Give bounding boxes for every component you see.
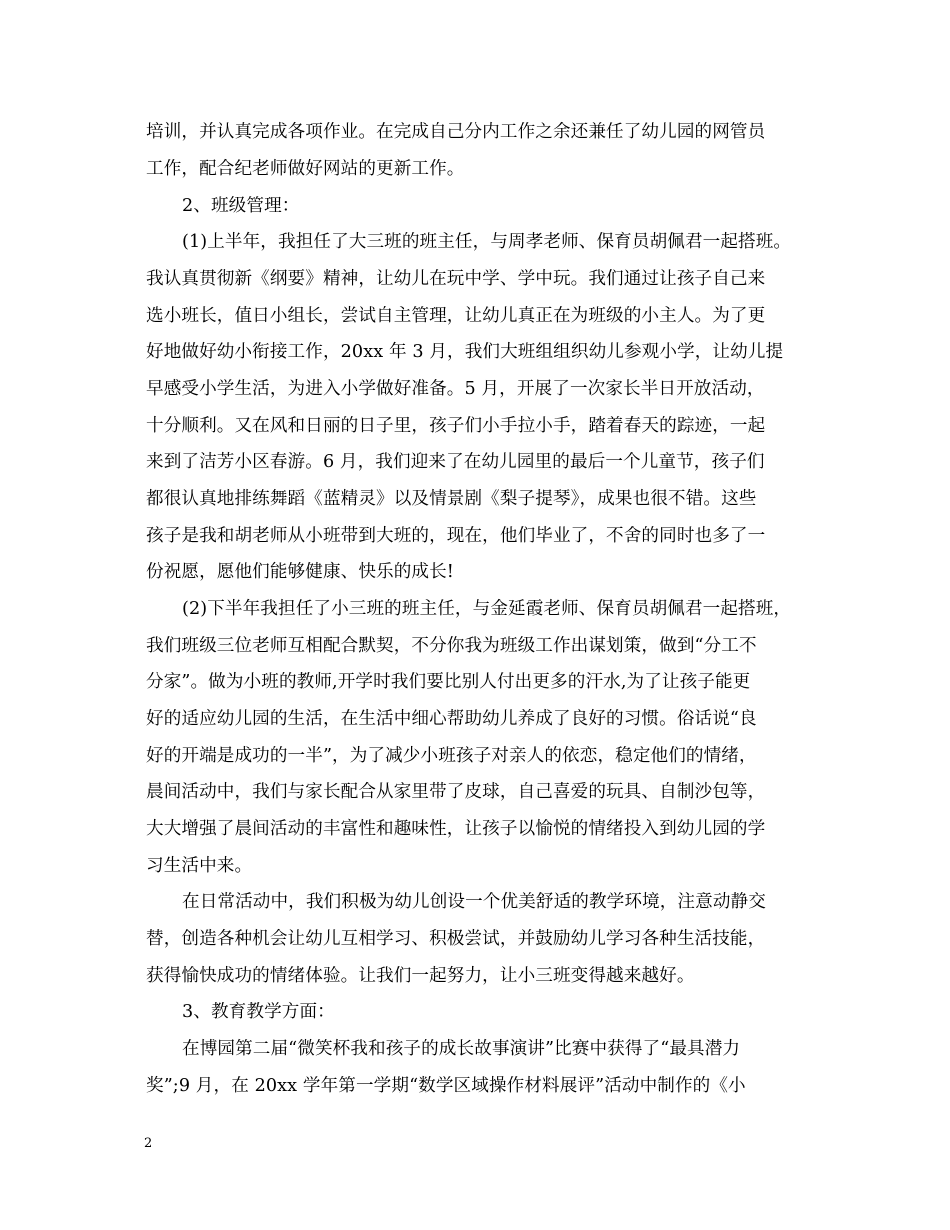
text-line: 孩子是我和胡老师从小班带到大班的，现在，他们毕业了，不舍的同时也多了一 bbox=[146, 526, 766, 546]
text-line: 十分顺利。又在风和日丽的日子里，孩子们小手拉小手，踏着春天的踪迹，一起 bbox=[146, 416, 766, 436]
text-line: 晨间活动中，我们与家长配合从家里带了皮球，自己喜爱的玩具、自制沙包等， bbox=[146, 782, 766, 802]
text-line: 在博园第二届“微笑杯我和孩子的成长故事演讲”比赛中获得了“最具潜力 bbox=[182, 1039, 741, 1059]
text-line: 选小班长，值日小组长，尝试自主管理，让幼儿真正在为班级的小主人。为了更 bbox=[146, 306, 766, 326]
text-line: 我们班级三位老师互相配合默契，不分你我为班级工作出谋划策，做到“分工不 bbox=[146, 636, 757, 656]
text-line: 习生活中来。 bbox=[146, 856, 253, 876]
text-line: 份祝愿，愿他们能够健康、快乐的成长! bbox=[146, 562, 454, 582]
text-line: 早感受小学生活，为进入小学做好准备。5 月，开展了一次家长半日开放活动， bbox=[146, 379, 765, 399]
text-line: (1)上半年，我担任了大三班的班主任，与周孝老师、保育员胡佩君一起搭班。 bbox=[182, 232, 792, 252]
text-line: 奖”;9 月，在 20xx 学年第一学期“数学区域操作材料展评”活动中制作的《小 bbox=[146, 1076, 746, 1096]
text-line: 来到了洁芳小区春游。6 月，我们迎来了在幼儿园里的最后一个儿童节，孩子们 bbox=[146, 452, 765, 472]
text-line: 大大增强了晨间活动的丰富性和趣味性，让孩子以愉悦的情绪投入到幼儿园的学 bbox=[146, 819, 766, 839]
text-line: (2)下半年我担任了小三班的班主任，与金延霞老师、保育员胡佩君一起搭班， bbox=[182, 599, 792, 619]
text-line: 培训，并认真完成各项作业。在完成自己分内工作之余还兼任了幼儿园的网管员 bbox=[146, 122, 766, 142]
text-line: 分家”。做为小班的教师,开学时我们要比别人付出更多的汗水,为了让孩子能更 bbox=[146, 672, 751, 692]
text-line: 好地做好幼小衔接工作，20xx 年 3 月，我们大班组组织幼儿参观小学，让幼儿提 bbox=[146, 342, 784, 362]
page-number: 2 bbox=[144, 1136, 153, 1151]
text-line: 好的开端是成功的一半”，为了减少小班孩子对亲人的依恋，稳定他们的情绪， bbox=[146, 746, 757, 766]
text-line: 替，创造各种机会让幼儿互相学习、积极尝试，并鼓励幼儿学习各种生活技能， bbox=[146, 929, 766, 949]
text-line: 工作，配合纪老师做好网站的更新工作。 bbox=[146, 159, 465, 179]
text-line: 我认真贯彻新《纲要》精神，让幼儿在玩中学、学中玩。我们通过让孩子自己来 bbox=[146, 269, 766, 289]
text-line: 获得愉快成功的情绪体验。让我们一起努力，让小三班变得越来越好。 bbox=[146, 966, 695, 986]
section-heading: 3、教育教学方面： bbox=[182, 1002, 335, 1022]
text-line: 都很认真地排练舞蹈《蓝精灵》以及情景剧《梨子提琴》，成果也很不错。这些 bbox=[146, 489, 757, 509]
text-line: 好的适应幼儿园的生活，在生活中细心帮助幼儿养成了良好的习惯。俗话说“良 bbox=[146, 709, 757, 729]
section-heading: 2、班级管理： bbox=[182, 196, 300, 216]
text-line: 在日常活动中，我们积极为幼儿创设一个优美舒适的教学环境，注意动静交 bbox=[182, 892, 766, 912]
